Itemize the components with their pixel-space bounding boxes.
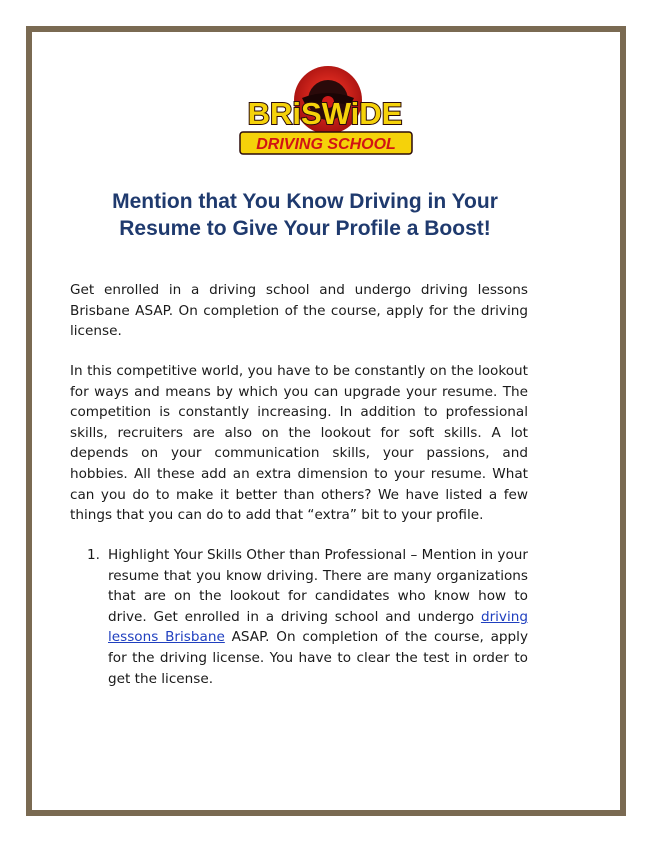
- driving-lessons-link[interactable]: driving lessons Brisbane: [108, 608, 528, 646]
- title-line-1: Mention that You Know Driving in Your: [112, 190, 498, 213]
- paragraph-body: In this competitive world, you have to be constantly on the lookout for ways and means by which you can upgrade your resume. The competition is constantly increasing. In addition to professional skills, recruiters are also on the lookout for soft skills. A lot depends on your communication skills, your passions, and hobbies. All these add an extra dimension to your resume. What can you do to make it better than others? We have listed a few things that you can do to add that “extra” bit to your profile.: [70, 363, 528, 524]
- list-text-after: ASAP. On completion of the course, apply for the driving license. You have to clear the test in order to get the license.: [108, 629, 528, 687]
- briswide-logo: [190, 58, 460, 178]
- paragraph-intro: Get enrolled in a driving school and undergo driving lessons Brisbane ASAP. On completion of the course, apply for the driving license.: [70, 282, 528, 340]
- logo-tagline-text: DRIVING SCHOOL: [256, 136, 396, 153]
- list-number: 1.: [87, 547, 100, 563]
- page-title: [70, 188, 540, 242]
- list-text-before: Highlight Your Skills Other than Professional – Mention in your resume that you know driving. There are many organizations that are on the lookout for candidates who know how to drive. Get enrolled in a driving school and undergo: [108, 547, 528, 625]
- list-item-text: [108, 545, 528, 689]
- title-line-2: Resume to Give Your Profile a Boost!: [119, 217, 491, 240]
- logo-brand-text: BRiSWiDE: [247, 96, 403, 131]
